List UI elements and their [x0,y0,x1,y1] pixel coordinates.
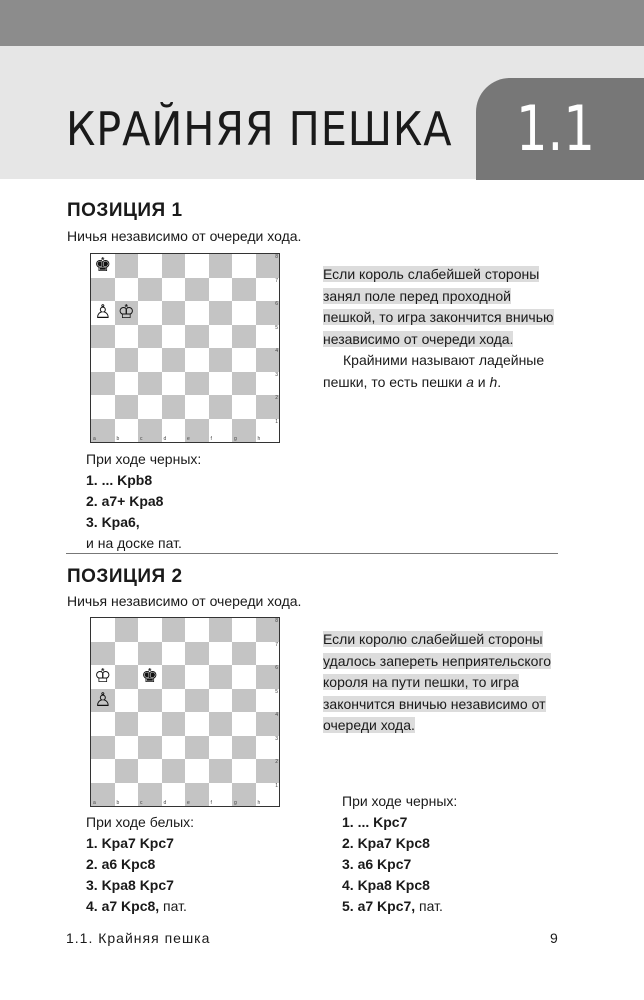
move-line: 3. Kpa6, [86,514,140,530]
square-d7 [162,278,186,302]
square-d3 [162,736,186,760]
square-h5 [256,325,280,349]
square-c5 [138,325,162,349]
file-label: d [163,436,167,442]
square-f1 [209,783,233,807]
square-b5 [115,689,139,713]
moves-end: и на доске пат. [86,535,182,551]
move-line-last [86,896,194,917]
position-1-note [323,264,559,393]
file-label: a [93,436,96,442]
black-king-icon: ♚ [141,665,159,688]
square-f7 [209,642,233,666]
file-label: f [210,436,212,442]
position-2-subtitle: Ничья независимо от очереди хода. [67,593,302,609]
position-1-moves [86,449,201,554]
file-label: c [140,800,143,806]
square-e2 [185,395,209,419]
square-e4 [185,712,209,736]
square-e6 [185,665,209,689]
square-g4 [232,712,256,736]
square-d6 [162,665,186,689]
position-2-black-moves [342,791,457,917]
square-e8 [185,618,209,642]
square-c5 [138,689,162,713]
square-h6 [256,665,280,689]
move-line-last [342,896,457,917]
move-text: 4. a7 Kpc8, [86,898,160,914]
square-e4 [185,348,209,372]
square-c1 [138,419,162,443]
square-h4 [256,712,280,736]
square-a3 [91,736,115,760]
square-g6 [232,301,256,325]
move-text: 5. a7 Kpc7, [342,898,416,914]
position-2-note [323,629,559,737]
rank-label: 1 [275,418,278,425]
square-b2 [115,395,139,419]
rank-label: 6 [275,665,278,671]
file-label: h [257,800,261,806]
position-1-definition [323,350,559,393]
square-e5 [185,325,209,349]
chess-board-2 [90,617,280,807]
square-a8 [91,254,115,278]
square-e8 [185,254,209,278]
square-d1 [162,783,186,807]
square-h7 [256,642,280,666]
rank-label: 8 [275,618,278,624]
move-line: 3. a6 Kpc7 [342,856,412,872]
square-d8 [162,254,186,278]
square-b2 [115,759,139,783]
moves-caption: При ходе черных: [86,451,202,467]
definition-file-a: a [466,373,474,390]
square-h8 [256,618,280,642]
square-b7 [115,278,139,302]
move-line: 2. a7+ Kpa8 [86,493,164,509]
square-f3 [209,736,233,760]
square-h1 [256,783,280,807]
square-f6 [209,301,233,325]
square-g2 [232,759,256,783]
square-e3 [185,736,209,760]
chapter-number: 1.1 [516,92,595,165]
square-c7 [138,642,162,666]
file-label: b [116,436,120,442]
square-f5 [209,325,233,349]
square-a7 [91,278,115,302]
square-e1 [185,419,209,443]
square-c8 [138,254,162,278]
black-king-icon: ♚ [94,254,112,277]
square-e5 [185,689,209,713]
square-h6 [256,301,280,325]
square-b4 [115,348,139,372]
square-c3 [138,736,162,760]
square-d5 [162,325,186,349]
file-label: f [210,800,212,806]
square-h3 [256,736,280,760]
square-c8 [138,618,162,642]
move-line: 4. Kpa8 Kpc8 [342,877,430,893]
square-f5 [209,689,233,713]
square-f3 [209,372,233,396]
square-d1 [162,419,186,443]
square-b1 [115,419,139,443]
square-g7 [232,642,256,666]
file-label: e [187,436,190,442]
square-d2 [162,395,186,419]
square-h3 [256,372,280,396]
moves-caption: При ходе белых: [86,814,195,830]
rank-label: 5 [275,688,278,695]
square-b8 [115,254,139,278]
square-b6 [115,665,139,689]
square-f8 [209,618,233,642]
square-b7 [115,642,139,666]
square-g7 [232,278,256,302]
square-a4 [91,348,115,372]
square-g4 [232,348,256,372]
square-b3 [115,372,139,396]
move-line: 2. a6 Kpc8 [86,856,156,872]
white-king-icon: ♔ [117,301,135,324]
white-pawn-icon: ♙ [94,688,112,711]
square-d4 [162,348,186,372]
section-divider [66,553,558,554]
chess-board-1 [90,253,280,443]
square-d7 [162,642,186,666]
move-line: 1. Kpa7 Kpc7 [86,835,174,851]
position-1-title: ПОЗИЦИЯ 1 [67,200,183,221]
rank-label: 8 [275,254,278,260]
position-2-title: ПОЗИЦИЯ 2 [67,566,183,587]
square-a1 [91,419,115,443]
square-f2 [209,759,233,783]
square-a6 [91,665,115,689]
square-c7 [138,278,162,302]
definition-and: и [473,373,490,390]
square-d3 [162,372,186,396]
rank-label: 4 [275,712,278,718]
square-a2 [91,395,115,419]
square-f7 [209,278,233,302]
rank-label: 1 [275,782,278,789]
rank-label: 6 [275,301,278,307]
definition-end: . [497,373,502,390]
square-c2 [138,395,162,419]
white-pawn-icon: ♙ [94,301,112,324]
square-e7 [185,642,209,666]
square-b4 [115,712,139,736]
square-a6 [91,301,115,325]
file-label: a [93,800,96,806]
file-label: h [257,436,261,442]
rank-label: 2 [275,759,278,765]
square-c4 [138,348,162,372]
square-c4 [138,712,162,736]
square-d8 [162,618,186,642]
square-e6 [185,301,209,325]
definition-text: Крайними называют ладейные пешки, то есть пешки [323,352,545,390]
square-f6 [209,665,233,689]
square-a8 [91,618,115,642]
file-label: g [234,800,237,806]
square-g3 [232,372,256,396]
white-king-icon: ♔ [94,665,112,688]
square-a5 [91,689,115,713]
square-d6 [162,301,186,325]
move-line: 3. Kpa8 Kpc7 [86,877,174,893]
square-g8 [232,254,256,278]
square-h1 [256,419,280,443]
square-a4 [91,712,115,736]
rank-label: 4 [275,348,278,354]
move-line: 1. ... Kpb8 [86,472,153,488]
square-h8 [256,254,280,278]
move-line: 2. Kpa7 Kpc8 [342,835,430,851]
square-c3 [138,372,162,396]
square-e2 [185,759,209,783]
square-g5 [232,325,256,349]
square-h5 [256,689,280,713]
square-g1 [232,783,256,807]
square-c6 [138,665,162,689]
position-1-highlight-rule: Если король слабейшей стороны занял поле перед проходной пешкой, то игра закончится вничью независимо от очереди хода. [323,266,554,347]
square-a2 [91,759,115,783]
rank-label: 2 [275,395,278,401]
square-e3 [185,372,209,396]
file-label: e [187,800,190,806]
square-b3 [115,736,139,760]
square-b1 [115,783,139,807]
rank-label: 5 [275,324,278,331]
square-f8 [209,254,233,278]
file-label: c [140,436,143,442]
page-number: 9 [550,930,558,946]
rank-label: 7 [275,641,278,648]
square-b6 [115,301,139,325]
square-g3 [232,736,256,760]
move-end: пат. [415,898,443,914]
square-g5 [232,689,256,713]
position-2-highlight-rule: Если королю слабейшей стороны удалось запереть неприятельского короля на пути пешки, то игра закончится вничью независимо от очереди хода. [323,631,552,733]
square-d5 [162,689,186,713]
file-label: b [116,800,120,806]
square-f4 [209,712,233,736]
square-f4 [209,348,233,372]
square-h2 [256,759,280,783]
position-2-white-moves [86,812,194,917]
file-label: g [234,436,237,442]
square-h2 [256,395,280,419]
square-g1 [232,419,256,443]
square-h4 [256,348,280,372]
rank-label: 7 [275,277,278,284]
square-a1 [91,783,115,807]
move-end: пат. [159,898,187,914]
file-label: d [163,800,167,806]
chapter-title: КРАЙНЯЯ ПЕШКА [66,102,453,156]
square-e7 [185,278,209,302]
square-f1 [209,419,233,443]
square-g2 [232,395,256,419]
square-b8 [115,618,139,642]
square-c6 [138,301,162,325]
square-c1 [138,783,162,807]
square-e1 [185,783,209,807]
square-g6 [232,665,256,689]
rank-label: 3 [275,371,278,378]
square-d4 [162,712,186,736]
square-a7 [91,642,115,666]
moves-caption: При ходе черных: [342,793,458,809]
square-f2 [209,395,233,419]
position-1-subtitle: Ничья независимо от очереди хода. [67,228,302,244]
square-h7 [256,278,280,302]
rank-label: 3 [275,735,278,742]
top-bar [0,0,644,46]
square-c2 [138,759,162,783]
move-line: 1. ... Kpc7 [342,814,408,830]
definition-file-h: h [489,373,498,390]
square-d2 [162,759,186,783]
square-b5 [115,325,139,349]
square-a3 [91,372,115,396]
square-a5 [91,325,115,349]
square-g8 [232,618,256,642]
footer-section: 1.1. Крайняя пешка [66,930,211,946]
